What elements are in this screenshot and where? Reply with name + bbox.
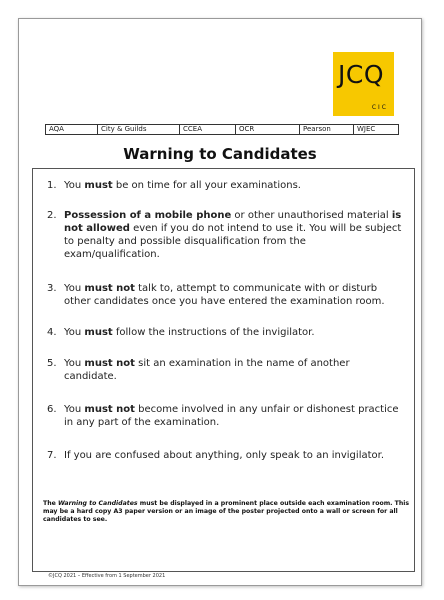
emphasis-text: must: [84, 327, 113, 338]
text-run: even if you do not intend to use it. You will be subject to penalty and possible disqualification from the exam/qualification.: [64, 223, 402, 260]
text-run: become involved in any unfair or dishonest practice in any part of the examination.: [64, 404, 399, 428]
org-pearson: Pearson: [300, 125, 354, 134]
org-ocr: OCR: [236, 125, 300, 134]
text-run: You: [64, 404, 85, 415]
emphasis-text: must not: [84, 358, 135, 369]
emphasis-text: must: [84, 180, 113, 191]
text-run: The: [43, 500, 58, 507]
rule-number: 1.: [47, 180, 57, 191]
rule-text: [64, 282, 402, 308]
text-run: You: [64, 180, 85, 191]
rule-number: 3.: [47, 283, 57, 294]
rule-text: [64, 357, 402, 383]
text-run: If you are confused about anything, only speak to an invigilator.: [64, 450, 385, 461]
text-run: You: [64, 327, 85, 338]
text-run: or other unauthorised material: [231, 210, 392, 221]
org-ccea: CCEA: [180, 125, 236, 134]
rule-text: [64, 449, 402, 462]
rule-number: 5.: [47, 358, 57, 369]
emphasis-text: is not allowed: [64, 210, 402, 234]
rule-number: 4.: [47, 327, 57, 338]
logo-subtext: CIC: [371, 104, 388, 111]
text-run: You: [64, 283, 85, 294]
italic-text: Warning to Candidates: [57, 500, 138, 507]
rule-text: [64, 209, 402, 261]
page-title: Warning to Candidates: [123, 145, 317, 163]
rules-box: [32, 168, 415, 572]
org-aqa: AQA: [46, 125, 98, 134]
rule-number: 2.: [47, 210, 57, 221]
rule-number: 7.: [47, 450, 57, 461]
rule-number: 6.: [47, 404, 57, 415]
rule-text: [64, 403, 402, 429]
text-run: You: [64, 358, 85, 369]
rule-text: [64, 179, 402, 192]
text-run: be on time for all your examinations.: [112, 180, 301, 191]
emphasis-text: must not: [84, 404, 135, 415]
emphasis-text: Possession of a mobile phone: [64, 210, 232, 221]
text-run: sit an examination in the name of another candidate.: [64, 358, 350, 382]
rule-text: [64, 326, 402, 339]
text-run: follow the instructions of the invigilator.: [112, 327, 315, 338]
footer-copyright: ©JCQ 2021 – Effective from 1 September 2021: [48, 573, 166, 579]
text-run: must be displayed in a prominent place outside each examination room. This may be a hard copy A3 paper version or an image of the poster projected onto a wall or screen for all candidates to see.: [43, 500, 410, 523]
organisations-row: [45, 124, 399, 135]
emphasis-text: must not: [84, 283, 135, 294]
jcq-logo: [333, 52, 394, 116]
org-city-guilds: City & Guilds: [98, 125, 180, 134]
org-wjec: WJEC: [357, 125, 376, 133]
logo-text: JCQ: [338, 60, 385, 89]
text-run: talk to, attempt to communicate with or disturb other candidates once you have entered the examination room.: [64, 283, 385, 307]
display-note: [43, 500, 411, 524]
